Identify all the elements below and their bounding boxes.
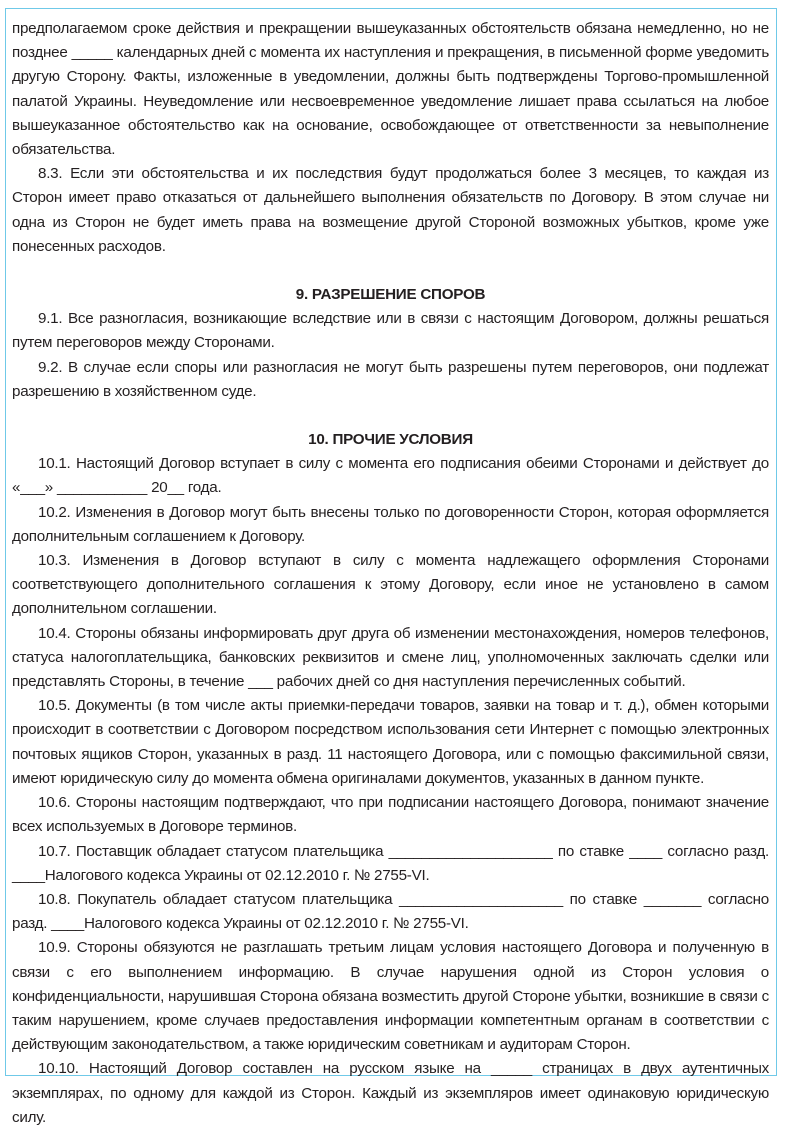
clause-8-3: 8.3. Если эти обстоятельства и их последствия будут продолжаться более 3 месяцев, то каждая из Сторон имеет право отказаться от дальнейшего выполнения обязательств по Договору. В этом случае ни одна из Сторон не будет иметь права на возмещение другой Стороной возможных убытков, кроме уже понесенных расходов. <box>12 165 769 255</box>
clause-9-1: 9.1. Все разногласия, возникающие вследствие или в связи с настоящим Договором, должны решаться путем переговоров между Сторонами. <box>12 310 769 352</box>
clause-9-2: 9.2. В случае если споры или разногласия не могут быть разрешены путем переговоров, они подлежат разрешению в хозяйственном суде. <box>12 358 769 400</box>
clause-10-9: 10.9. Стороны обязуются не разглашать третьим лицам условия настоящего Договора и полученную в связи с его выполнением информацию. В случае нарушения одной из Сторон условия о конфиденциальности, нарушившая Сторона обязана возместить другой Стороне убытки, возникшие в связи с таким нарушением, кроме случаев предоставления информации компетентным органам в соответствии с действующим законодательством, а также юридическим советникам и аудиторам Сторон. <box>12 939 769 1054</box>
document-body <box>12 17 769 1130</box>
document-frame <box>5 8 777 1126</box>
clause-10-4: 10.4. Стороны обязаны информировать друг друга об изменении местонахождения, номеров телефонов, статуса налогоплательщика, банковских реквизитов и смене лиц, уполномоченных заключать сделки или представлять Стороны, в течение ___ рабочих дней со дня наступления перечисленных событий. <box>12 624 769 691</box>
clause-10-2: 10.2. Изменения в Договор могут быть внесены только по договоренности Сторон, которая оформляется дополнительным соглашением к Договору. <box>12 503 769 545</box>
clause-10-8: 10.8. Покупатель обладает статусом плательщика ____________________ по ставке _______ согласно разд. ____Налогового кодекса Украины от 02.12.2010 г. № 2755-VI. <box>12 890 769 933</box>
clause-10-7: 10.7. Поставщик обладает статусом плательщика ____________________ по ставке ____ согласно разд. ____Налогового кодекса Украины от 02.12.2010 г. № 2755-VI. <box>12 842 769 884</box>
clause-10-6: 10.6. Стороны настоящим подтверждают, что при подписании настоящего Договора, понимают значение всех используемых в Договоре терминов. <box>12 794 769 836</box>
clause-10-10: 10.10. Настоящий Договор составлен на русском языке на _____ страницах в двух аутентичных экземплярах, по одному для каждой из Сторон. Каждый из экземпляров имеет одинаковую юридическую силу. <box>12 1060 769 1126</box>
clause-10-1: 10.1. Настоящий Договор вступает в силу с момента его подписания обеими Сторонами и действует до «___» ___________ 20__ года. <box>12 455 769 497</box>
clause-10-3: 10.3. Изменения в Договор вступают в силу с момента надлежащего оформления Сторонами соответствующего дополнительного соглашения к этому Договору, если иное не установлено в самом дополнительном соглашении. <box>12 552 769 618</box>
clause-10-5: 10.5. Документы (в том числе акты приемки-передачи товаров, заявки на товар и т. д.), обмен которыми происходит в соответствии с Договором посредством использования сети Интернет с помощью электронных почтовых ящиков Сторон, указанных в разд. 11 настоящего Договора, или с помощью факсимильной связи, имеют юридическую силу до момента обмена оригиналами документов, указанных в данном пункте. <box>12 697 769 787</box>
section-10-heading: 10. ПРОЧИЕ УСЛОВИЯ <box>308 431 473 449</box>
section-9-heading: 9. РАЗРЕШЕНИЕ СПОРОВ <box>295 286 486 304</box>
force-majeure-continuation-paragraph: предполагаемом сроке действия и прекращении вышеуказанных обстоятельств обязана немедленно, но не позднее _____ календарных дней с момента их наступления и прекращения, в письменной форме уведомить другую Сторону. Факты, изложенные в уведомлении, должны быть подтверждены Торгово-промышленной палатой Украины. Неуведомление или несвоевременное уведомление лишает права ссылаться на любое вышеуказанное обстоятельство как на основание, освобождающее от ответственности за невыполнение обязательства. <box>12 20 769 159</box>
